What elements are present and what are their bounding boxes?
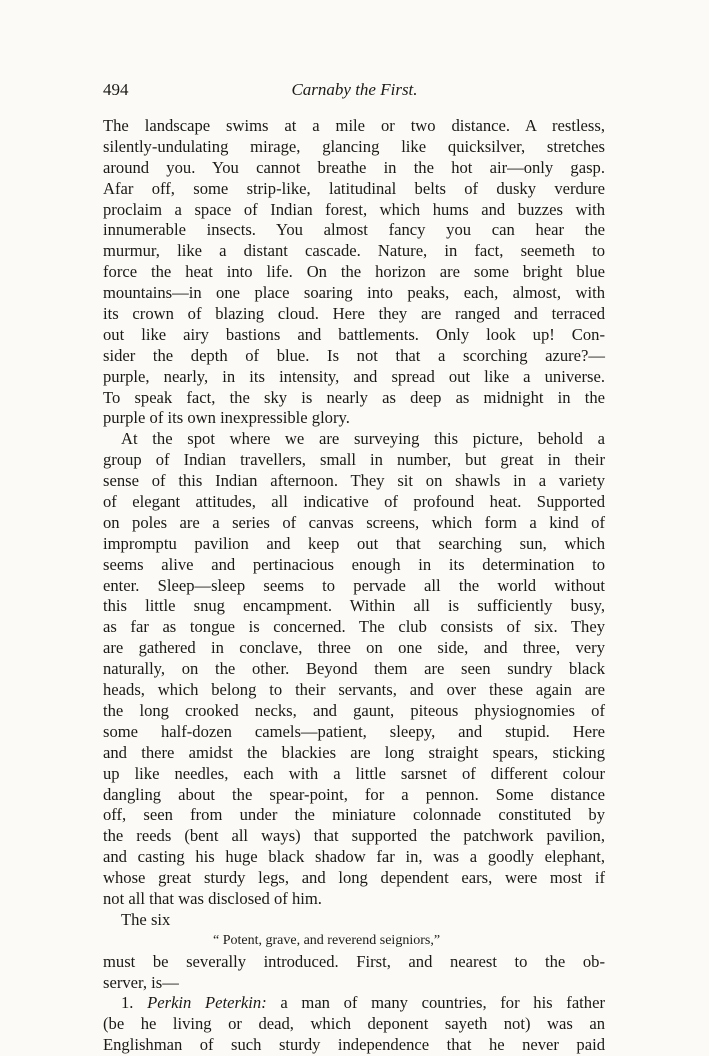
text-line: the reeds (bent all ways) that supported the patchwork pavilion, bbox=[103, 826, 605, 846]
text-line: seems alive and pertinacious enough in its determination to bbox=[103, 554, 605, 574]
text-line: Afar off, some strip-like, latitudinal belts of dusky verdure bbox=[103, 178, 605, 198]
text-line: mountains—in one place soaring into peaks, each, almost, with bbox=[103, 283, 605, 303]
entry-name: Perkin Peterkin: bbox=[147, 993, 267, 1013]
text-line: enter. Sleep—sleep seems to pervade all the world without bbox=[103, 575, 605, 595]
text-line: sider the depth of blue. Is not that a scorching azure?— bbox=[103, 345, 605, 365]
text-line: heads, which belong to their servants, and over these again are bbox=[103, 680, 605, 700]
text-line: server, is— bbox=[103, 972, 179, 992]
text-line: and casting his huge black shadow far in, was a goodly elephant, bbox=[103, 847, 605, 867]
text-line: innumerable insects. You almost fancy you can hear the bbox=[103, 220, 605, 240]
running-title: Carnaby the First. bbox=[291, 80, 418, 99]
text-line: silently-undulating mirage, glancing like quicksilver, stretches bbox=[103, 136, 605, 156]
text-line: purple of its own inexpressible glory. bbox=[103, 408, 350, 428]
text-line: its crown of blazing cloud. Here they are ranged and terraced bbox=[103, 304, 605, 324]
text-line: Englishman of such sturdy independence that he never paid bbox=[103, 1035, 605, 1055]
text-line: are gathered in conclave, three on one side, and three, very bbox=[103, 638, 605, 658]
text-line: up like needles, each with a little sarsnet of different colour bbox=[103, 763, 605, 783]
page-number: 494 bbox=[103, 80, 129, 99]
text-line: around you. You cannot breathe in the hot air—only gasp. bbox=[103, 157, 605, 177]
entry-first-line bbox=[103, 993, 605, 1014]
text-line: At the spot where we are surveying this picture, behold a bbox=[121, 429, 605, 449]
entry-number: 1. bbox=[121, 993, 134, 1013]
text-line: murmur, like a distant cascade. Nature, in fact, seemeth to bbox=[103, 241, 605, 261]
text-line: The six bbox=[121, 909, 171, 929]
text-line: naturally, on the other. Beyond them are seen sundry black bbox=[103, 659, 605, 679]
text-line: purple, nearly, in its intensity, and spread out like a universe. bbox=[103, 366, 605, 386]
text-line: group of Indian travellers, small in number, but great in their bbox=[103, 450, 605, 470]
text-line: and there amidst the blackies are long straight spears, sticking bbox=[103, 742, 605, 762]
text-line: force the heat into life. On the horizon are some bright blue bbox=[103, 262, 605, 282]
text-line: must be severally introduced. First, and nearest to the ob- bbox=[103, 951, 605, 971]
text-line: The landscape swims at a mile or two distance. A restless, bbox=[103, 116, 605, 135]
text-line: on poles are a series of canvas screens, which form a kind of bbox=[103, 512, 605, 532]
text-body bbox=[103, 116, 605, 1056]
text-line: (be he living or dead, which deponent sayeth not) was an bbox=[103, 1014, 605, 1034]
text-line: To speak fact, the sky is nearly as deep as midnight in the bbox=[103, 387, 605, 407]
text-line: impromptu pavilion and keep out that searching sun, which bbox=[103, 533, 605, 553]
quotation: “ Potent, grave, and reverend seigniors,” bbox=[213, 932, 441, 948]
entry-text: a man of many countries, for his father bbox=[266, 993, 605, 1013]
text-line: of elegant attitudes, all indicative of profound heat. Supported bbox=[103, 492, 605, 512]
text-line: sense of this Indian afternoon. They sit on shawls in a variety bbox=[103, 471, 605, 491]
text-line: dangling about the spear-point, for a pennon. Some distance bbox=[103, 784, 605, 804]
text-line: whose great sturdy legs, and long dependent ears, were most if bbox=[103, 868, 605, 888]
text-line: some half-dozen camels—patient, sleepy, and stupid. Here bbox=[103, 721, 605, 741]
text-line: the long crooked necks, and gaunt, piteous physiognomies of bbox=[103, 700, 605, 720]
text-line: out like airy bastions and battlements. Only look up! Con- bbox=[103, 324, 605, 344]
text-line: off, seen from under the miniature colonnade constituted by bbox=[103, 805, 605, 825]
text-line: this little snug encampment. Within all is sufficiently busy, bbox=[103, 596, 605, 616]
text-line: not all that was disclosed of him. bbox=[103, 888, 322, 908]
text-line: as far as tongue is concerned. The club consists of six. They bbox=[103, 617, 605, 637]
text-line: proclaim a space of Indian forest, which hums and buzzes with bbox=[103, 199, 605, 219]
